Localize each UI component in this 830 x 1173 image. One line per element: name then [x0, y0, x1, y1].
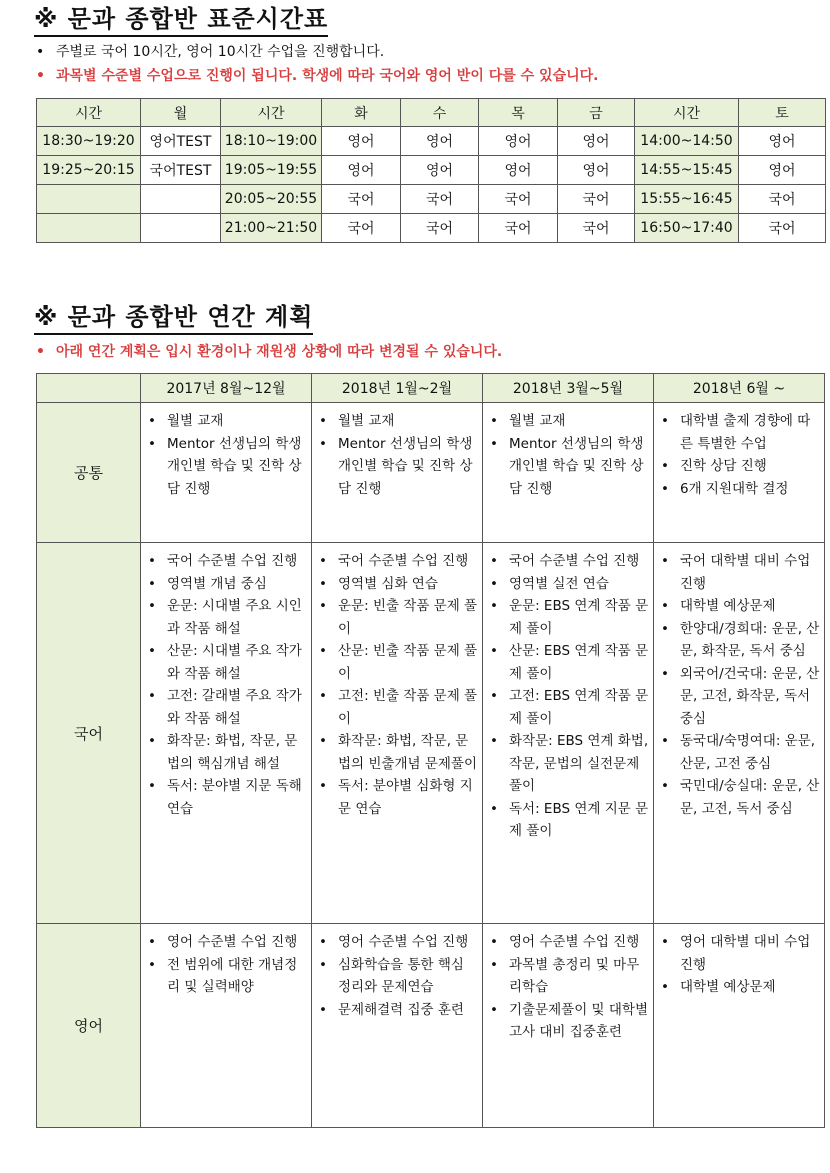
note-item-warning: • 과목별 수준별 수업으로 진행이 됩니다. 학생에 따라 국어와 영어 반이 다를 수 있습니다.: [34, 64, 598, 88]
plan-list-item: • 대학별 예상문제: [658, 976, 820, 999]
plan-cell: [312, 543, 483, 924]
annual-plan-title: ※ 문과 종합반 연간 계획: [34, 302, 313, 335]
class-cell: 영어: [558, 127, 635, 156]
class-cell: 영어: [739, 156, 826, 185]
class-cell: 국어: [739, 214, 826, 243]
plan-list-item: • 월별 교재: [316, 410, 478, 433]
timetable-row: [37, 185, 826, 214]
header-period: 2018년 3월~5월: [483, 374, 654, 403]
class-cell: [141, 185, 221, 214]
time-cell: 18:30~19:20: [37, 127, 141, 156]
note-item-warning: • 아래 연간 계획은 입시 환경이나 재원생 상황에 따라 변경될 수 있습니다.: [34, 340, 502, 364]
plan-list-item: • 6개 지원대학 결정: [658, 478, 820, 501]
timetable-header-row: [37, 99, 826, 127]
class-cell: 영어: [479, 127, 558, 156]
plan-list-item: • 월별 교재: [145, 410, 307, 433]
header-mon: 월: [141, 99, 221, 127]
header-tue: 화: [322, 99, 401, 127]
header-sat: 토: [739, 99, 826, 127]
plan-cell: [654, 924, 825, 1128]
class-cell: 국어: [479, 214, 558, 243]
plan-list-item: • 한양대/경희대: 운문, 산문, 화작문, 독서 중심: [658, 618, 820, 663]
timetable-notes: [34, 40, 598, 88]
plan-list-item: • 영어 수준별 수업 진행: [316, 931, 478, 954]
annual-plan-notes: [34, 340, 502, 364]
plan-list-item: • 운문: EBS 연계 작품 문제 풀이: [487, 595, 649, 640]
timetable-row: [37, 156, 826, 185]
annual-plan-table: [36, 373, 825, 1128]
plan-list-item: • 영역별 개념 중심: [145, 573, 307, 596]
plan-list: [316, 550, 478, 820]
timetable-row: [37, 214, 826, 243]
plan-list-item: • 영어 대학별 대비 수업 진행: [658, 931, 820, 976]
plan-cell: [141, 924, 312, 1128]
plan-cell: [654, 403, 825, 543]
header-empty: [37, 374, 141, 403]
plan-list-item: • 동국대/숙명여대: 운문, 산문, 고전 중심: [658, 730, 820, 775]
plan-list-item: • 외국어/건국대: 운문, 산문, 고전, 화작문, 독서 중심: [658, 663, 820, 731]
plan-list: [145, 410, 307, 500]
plan-list-item: • 영역별 실전 연습: [487, 573, 649, 596]
plan-list-item: • 국어 수준별 수업 진행: [316, 550, 478, 573]
plan-cell: [141, 543, 312, 924]
plan-list-item: • 영어 수준별 수업 진행: [487, 931, 649, 954]
plan-list: [487, 410, 649, 500]
plan-list-item: • Mentor 선생님의 학생 개인별 학습 및 진학 상담 진행: [145, 433, 307, 501]
plan-list-item: • 진학 상담 진행: [658, 455, 820, 478]
plan-list-item: • 운문: 시대별 주요 시인과 작품 해설: [145, 595, 307, 640]
plan-list: [658, 410, 820, 500]
time-cell: [37, 185, 141, 214]
plan-list-item: • 영어 수준별 수업 진행: [145, 931, 307, 954]
plan-list: [145, 550, 307, 820]
plan-list-item: • 국민대/숭실대: 운문, 산문, 고전, 독서 중심: [658, 775, 820, 820]
time-cell: [37, 214, 141, 243]
plan-list-item: • 독서: 분야별 지문 독해 연습: [145, 775, 307, 820]
plan-list: [487, 550, 649, 843]
plan-list: [658, 550, 820, 820]
plan-cell: [483, 403, 654, 543]
plan-row: [37, 543, 825, 924]
timetable-row: [37, 127, 826, 156]
header-thu: 목: [479, 99, 558, 127]
time-cell: 14:00~14:50: [635, 127, 739, 156]
plan-cell: [483, 543, 654, 924]
plan-list-item: • 월별 교재: [487, 410, 649, 433]
plan-list: [487, 931, 649, 1044]
plan-list-item: • 독서: 분야별 심화형 지문 연습: [316, 775, 478, 820]
plan-list-item: • 고전: 갈래별 주요 작가와 작품 해설: [145, 685, 307, 730]
plan-list: [316, 410, 478, 500]
header-period: 2017년 8월~12월: [141, 374, 312, 403]
time-cell: 14:55~15:45: [635, 156, 739, 185]
plan-list-item: • 대학별 출제 경향에 따른 특별한 수업: [658, 410, 820, 455]
note-item: • 주별로 국어 10시간, 영어 10시간 수업을 진행합니다.: [34, 40, 598, 64]
plan-list-item: • 국어 대학별 대비 수업 진행: [658, 550, 820, 595]
plan-list-item: • 대학별 예상문제: [658, 595, 820, 618]
plan-list-item: • 산문: EBS 연계 작품 문제 풀이: [487, 640, 649, 685]
header-period: 2018년 6월 ~: [654, 374, 825, 403]
class-cell: 국어: [322, 185, 401, 214]
time-cell: 20:05~20:55: [221, 185, 322, 214]
plan-list-item: • 국어 수준별 수업 진행: [487, 550, 649, 573]
class-cell: 국어: [401, 214, 479, 243]
plan-list-item: • 운문: 빈출 작품 문제 풀이: [316, 595, 478, 640]
class-cell: 국어TEST: [141, 156, 221, 185]
class-cell: 영어: [401, 127, 479, 156]
plan-cell: [312, 924, 483, 1128]
class-cell: [141, 214, 221, 243]
class-cell: 영어: [558, 156, 635, 185]
header-period: 2018년 1월~2월: [312, 374, 483, 403]
class-cell: 영어: [401, 156, 479, 185]
class-cell: 국어: [401, 185, 479, 214]
class-cell: 국어: [479, 185, 558, 214]
time-cell: 18:10~19:00: [221, 127, 322, 156]
header-time: 시간: [635, 99, 739, 127]
timetable-title: ※ 문과 종합반 표준시간표: [34, 4, 328, 37]
plan-list-item: • 화작문: 화법, 작문, 문법의 빈출개념 문제풀이: [316, 730, 478, 775]
class-cell: 국어: [739, 185, 826, 214]
class-cell: 영어: [322, 156, 401, 185]
plan-list-item: • Mentor 선생님의 학생 개인별 학습 및 진학 상담 진행: [487, 433, 649, 501]
plan-row: [37, 403, 825, 543]
header-time: 시간: [221, 99, 322, 127]
plan-list-item: • 산문: 시대별 주요 작가와 작품 해설: [145, 640, 307, 685]
plan-list-item: • 산문: 빈출 작품 문제 풀이: [316, 640, 478, 685]
plan-cell: [312, 403, 483, 543]
plan-row-label: 공통: [37, 403, 141, 543]
plan-row-label: 국어: [37, 543, 141, 924]
header-wed: 수: [401, 99, 479, 127]
plan-cell: [654, 543, 825, 924]
plan-row-label: 영어: [37, 924, 141, 1128]
class-cell: 국어: [558, 185, 635, 214]
plan-list-item: • 고전: 빈출 작품 문제 풀이: [316, 685, 478, 730]
plan-list: [316, 931, 478, 1021]
plan-cell: [141, 403, 312, 543]
time-cell: 19:25~20:15: [37, 156, 141, 185]
class-cell: 영어: [739, 127, 826, 156]
class-cell: 영어: [322, 127, 401, 156]
plan-list-item: • 과목별 총정리 및 마무리학습: [487, 954, 649, 999]
header-fri: 금: [558, 99, 635, 127]
header-time: 시간: [37, 99, 141, 127]
plan-list-item: • 전 범위에 대한 개념정리 및 실력배양: [145, 954, 307, 999]
plan-list-item: • 고전: EBS 연계 작품 문제 풀이: [487, 685, 649, 730]
class-cell: 영어TEST: [141, 127, 221, 156]
plan-list-item: • 화작문: EBS 연계 화법, 작문, 문법의 실전문제 풀이: [487, 730, 649, 798]
class-cell: 국어: [322, 214, 401, 243]
time-cell: 19:05~19:55: [221, 156, 322, 185]
time-cell: 15:55~16:45: [635, 185, 739, 214]
time-cell: 16:50~17:40: [635, 214, 739, 243]
plan-row: [37, 924, 825, 1128]
annual-header-row: [37, 374, 825, 403]
class-cell: 영어: [479, 156, 558, 185]
plan-list-item: • Mentor 선생님의 학생 개인별 학습 및 진학 상담 진행: [316, 433, 478, 501]
plan-list-item: • 화작문: 화법, 작문, 문법의 핵심개념 해설: [145, 730, 307, 775]
plan-list-item: • 국어 수준별 수업 진행: [145, 550, 307, 573]
class-cell: 국어: [558, 214, 635, 243]
plan-list: [145, 931, 307, 999]
plan-list-item: • 영역별 심화 연습: [316, 573, 478, 596]
plan-list-item: • 심화학습을 통한 핵심 정리와 문제연습: [316, 954, 478, 999]
plan-list-item: • 문제해결력 집중 훈련: [316, 999, 478, 1022]
plan-list-item: • 기출문제풀이 및 대학별고사 대비 집중훈련: [487, 999, 649, 1044]
time-cell: 21:00~21:50: [221, 214, 322, 243]
weekly-timetable: [36, 98, 826, 243]
plan-cell: [483, 924, 654, 1128]
plan-list: [658, 931, 820, 999]
plan-list-item: • 독서: EBS 연계 지문 문제 풀이: [487, 798, 649, 843]
